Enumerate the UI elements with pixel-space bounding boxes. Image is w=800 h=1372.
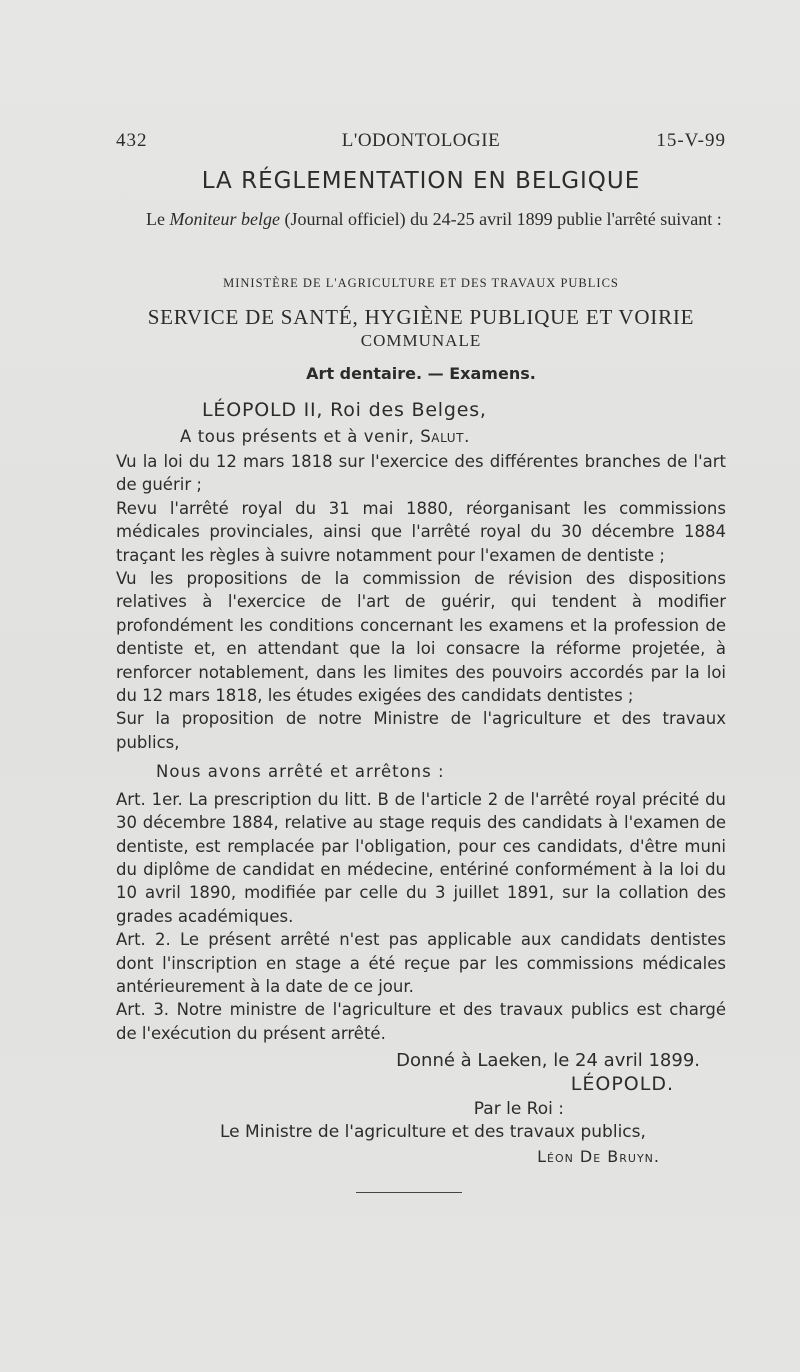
service-line-2: COMMUNALE (360, 331, 482, 350)
running-head (116, 130, 726, 156)
intro-prefix: Le (146, 209, 170, 229)
page-number: 432 (116, 130, 148, 151)
intro-rest: (Journal officiel) du 24-25 avril 1899 publie l'arrêté suivant : (279, 209, 722, 229)
ministry-heading: MINISTÈRE DE L'AGRICULTURE ET DES TRAVAUX PUBLICS (223, 276, 619, 290)
article-2: Art. 2. Le présent arrêté n'est pas applicable aux candidats dentistes dont l'inscription en stage a été reçue par les commissions médicales antérieurement à la date de ce jour. (116, 930, 726, 996)
section-heading: Art dentaire. — Examens. (306, 364, 536, 383)
paragraph-3: Vu les propositions de la commission de révision des dispositions relatives à l'exercice de l'art de guérir, qui tendent à modifier profondément les conditions concernant les examens et la profession de dentiste et, en attendant que la loi consacre la réforme projetée, à renforcer notablement, dans les limites des pouvoirs accordés par la loi du 12 mars 1818, les études exigées des candidats dentistes ; (116, 569, 726, 706)
service-line-1: SERVICE DE SANTÉ, HYGIÈNE PUBLIQUE ET VOIRIE (147, 305, 695, 329)
minister-name: Léon De Bruyn. (537, 1146, 660, 1166)
paragraph-1: Vu la loi du 12 mars 1818 sur l'exercice des différentes branches de l'art de guérir ; (116, 452, 726, 495)
service-heading (116, 306, 726, 352)
salut-text: A tous présents et à venir, (180, 427, 421, 446)
enacting-line: Nous avons arrêté et arrêtons : (156, 762, 445, 782)
intro-paragraph (116, 208, 726, 231)
intro-newspaper: Moniteur belge (169, 209, 280, 229)
issue-date: 15-V-99 (656, 130, 726, 151)
king-line: LÉOPOLD II, Roi des Belges, (202, 399, 487, 421)
salut-line (116, 424, 726, 450)
paragraph-4: Sur la proposition de notre Ministre de l'agriculture et des travaux publics, (116, 709, 726, 752)
par-le-roi: Par le Roi : (473, 1098, 564, 1119)
article-1: Art. 1er. La prescription du litt. B de l'article 2 de l'arrêté royal précité du 30 décembre 1884, relative au stage requis des candidats à l'examen de dentiste, est remplacée par l'obligation, pour ces candidats, d'être muni du diplôme de candidat en médecine, entériné conformément à la loi du 10 avril 1890, modifiée par celle du 3 juillet 1891, sur la collation des grades académiques. (116, 789, 726, 926)
article-3: Art. 3. Notre ministre de l'agriculture et des travaux publics est chargé de l'exécution du présent arrêté. (116, 1000, 726, 1043)
closing-rule (356, 1192, 462, 1193)
given-at-line: Donné à Laeken, le 24 avril 1899. (396, 1050, 700, 1072)
salut-word: Salut. (420, 427, 470, 446)
paragraph-2: Revu l'arrêté royal du 31 mai 1880, réorganisant les commissions médicales provinciales, ainsi que l'arrêté royal du 30 décembre 1884 traçant les règles à suivre notamment pour l'examen de dentiste ; (116, 498, 726, 565)
decree-body (116, 396, 726, 1168)
article-title: LA RÉGLEMENTATION EN BELGIQUE (201, 168, 641, 194)
journal-title: L'ODONTOLOGIE (341, 130, 501, 151)
king-signature: LÉOPOLD. (570, 1072, 674, 1095)
minister-title: Le Ministre de l'agriculture et des travaux publics, (220, 1122, 646, 1143)
